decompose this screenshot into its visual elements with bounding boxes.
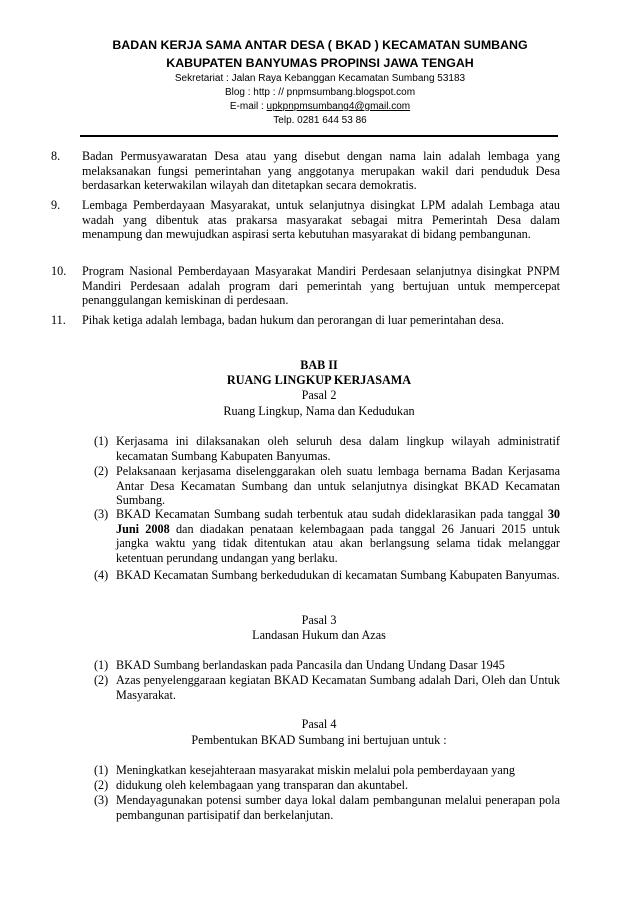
item-number: (2) (94, 778, 109, 792)
item-text: didukung oleh kelembagaan yang transparan dan akuntabel. (116, 778, 409, 792)
article-item (94, 568, 560, 583)
article-heading: Pasal 2 (301, 388, 337, 402)
item-number: (2) (94, 464, 109, 478)
letterhead-phone: Telp. 0281 644 53 86 (273, 115, 367, 126)
email-label: E-mail : (229, 101, 267, 112)
definition-item (51, 198, 560, 242)
letterhead-secretariat: Sekretariat : Jalan Raya Kebanggan Kecamatan Sumbang 53183 (174, 73, 466, 84)
article-item (94, 793, 560, 822)
item-number: (3) (94, 793, 109, 807)
article-item (94, 778, 560, 793)
item-text: Pelaksanaan kerjasama diselenggarakan oleh suatu lembaga bernama Badan Kerjasama Antar Desa Kecamatan Sumbang dan untuk selanjutnya disingkat BKAD Kecamatan Sumbang. (116, 464, 560, 508)
email-link[interactable]: upkpnpmsumbang4@gmail.com (266, 101, 411, 112)
definition-number: 8. (51, 149, 61, 163)
definition-item (51, 264, 560, 308)
article-heading: Pasal 3 (301, 613, 337, 627)
definition-text: Lembaga Pemberdayaan Masyarakat, untuk selanjutnya disingkat LPM adalah Lembaga atau wadah yang dibentuk atas prakarsa masyarakat sebagai mitra Pemerintah Desa dalam menampung dan mewujudkan aspirasi serta kebutuhan masyarakat di bidang pembangunan. (82, 198, 560, 242)
letterhead-divider (80, 135, 558, 137)
definition-text: Pihak ketiga adalah lembaga, badan hukum dan perorangan di luar pemerintahan desa. (82, 313, 505, 327)
letterhead-email (60, 100, 580, 114)
item-number: (1) (94, 763, 109, 777)
item-text: BKAD Sumbang berlandaskan pada Pancasila dan Undang Undang Dasar 1945 (116, 658, 505, 672)
article-title: Landasan Hukum dan Azas (252, 628, 386, 642)
item-text: Azas penyelenggaraan kegiatan BKAD Kecamatan Sumbang adalah Dari, Oleh dan Untuk Masyarakat. (116, 673, 560, 702)
chapter-number: BAB II (300, 358, 338, 372)
article-item (94, 673, 560, 702)
item-number: (4) (94, 568, 109, 582)
item-text: BKAD Kecamatan Sumbang berkedudukan di kecamatan Sumbang Kabupaten Banyumas. (116, 568, 560, 582)
article-item (94, 658, 560, 673)
item-number: (1) (94, 434, 109, 448)
item-text: Meningkatkan kesejahteraan masyarakat miskin melalui pola pemberdayaan yang (116, 763, 515, 777)
item-text: Mendayagunakan potensi sumber daya lokal dalam pembangunan melalui penerapan pola pembangunan partisipatif dan berkelanjutan. (116, 793, 560, 822)
definition-item (51, 313, 560, 328)
article-item (94, 434, 560, 463)
article-item (94, 464, 560, 508)
article-item (94, 763, 560, 778)
item-text-part: dan diadakan penataan kelembagaan pada tanggal 26 Januari 2015 untuk jangka waktu yang tidak ditentukan atau akan berlangsung selama tidak melanggar ketentuan perundang undangan yang berlaku. (116, 521, 560, 565)
definition-number: 11. (51, 313, 66, 327)
item-number: (1) (94, 658, 109, 672)
item-text (116, 507, 560, 565)
definition-item (51, 149, 560, 193)
chapter-title: RUANG LINGKUP KERJASAMA (226, 373, 412, 387)
letterhead-org-name: BADAN KERJA SAMA ANTAR DESA ( BKAD ) KECAMATAN SUMBANG (112, 38, 528, 52)
article-item (94, 507, 560, 565)
letterhead-blog: Blog : http : // pnpmsumbang.blogspot.com (224, 87, 416, 98)
item-number: (3) (94, 507, 109, 521)
definition-number: 10. (51, 264, 67, 278)
item-number: (2) (94, 673, 109, 687)
letterhead-region: KABUPATEN BANYUMAS PROPINSI JAWA TENGAH (166, 56, 474, 70)
article-title: Ruang Lingkup, Nama dan Kedudukan (223, 404, 415, 418)
definition-text: Badan Permusyawaratan Desa atau yang disebut dengan nama lain adalah lembaga yang melaksanakan fungsi pemerintahan yang anggotanya merupakan wakil dari penduduk Desa berdasarkan keterwakilan wilayah dan ditetapkan secara demokratis. (82, 149, 560, 193)
letterhead (60, 36, 580, 128)
article-heading: Pasal 4 (301, 717, 337, 731)
item-text-part: BKAD Kecamatan Sumbang sudah terbentuk atau sudah dideklarasikan pada tanggal (116, 507, 548, 521)
definition-number: 9. (51, 198, 61, 212)
article-title: Pembentukan BKAD Sumbang ini bertujuan untuk : (191, 733, 447, 747)
item-text: Kerjasama ini dilaksanakan oleh seluruh desa dalam lingkup wilayah administratif kecamatan Sumbang Kabupaten Banyumas. (116, 434, 560, 463)
declaration-date: 30 Juni 2008 (116, 507, 560, 536)
definition-text: Program Nasional Pemberdayaan Masyarakat Mandiri Perdesaan selanjutnya disingkat PNPM Mandiri Perdesaan adalah program dari pemerintah yang bertujuan untuk mempercepat penanggulangan kemiskinan di perdesaan. (82, 264, 560, 308)
